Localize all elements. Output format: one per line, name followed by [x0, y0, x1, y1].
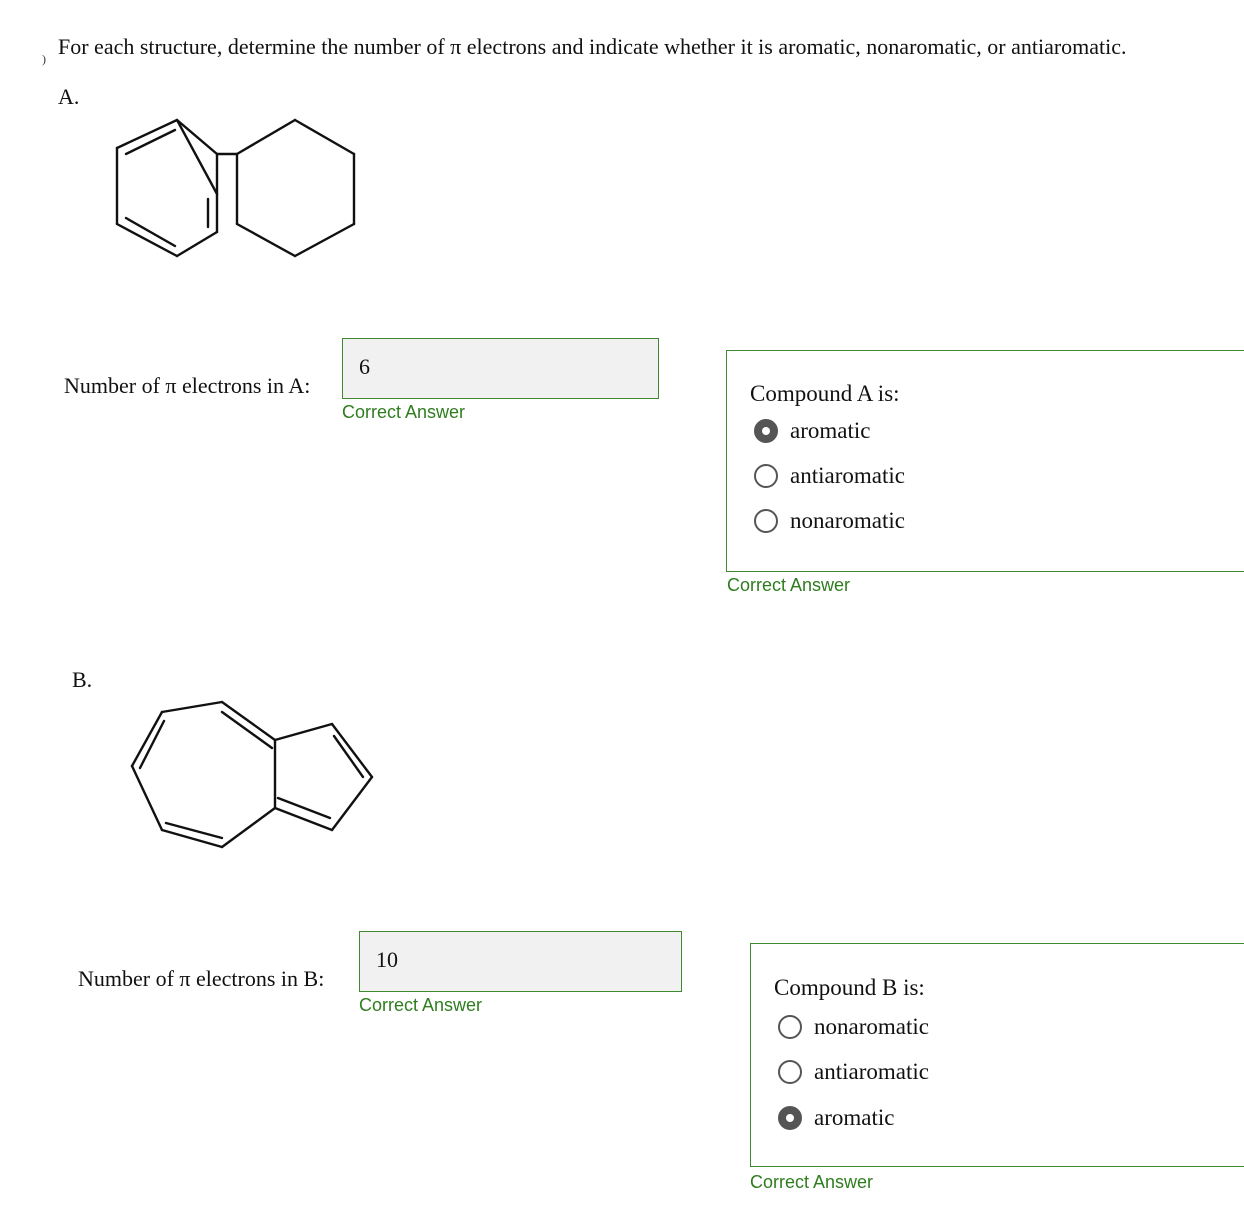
compound-a-title: Compound A is: — [750, 381, 900, 406]
option-label: nonaromatic — [814, 1014, 929, 1039]
pi-electrons-a-feedback: Correct Answer — [342, 402, 466, 422]
option-b-antiaromatic[interactable] — [778, 1059, 929, 1085]
radio-selected-icon[interactable] — [778, 1106, 802, 1130]
question-prompt: For each structure, determine the number of π electrons and indicate whether it is aromatic, nonaromatic, or antiaromatic. — [58, 34, 1127, 59]
option-a-aromatic[interactable] — [754, 418, 870, 444]
radio-unselected-icon[interactable] — [754, 509, 778, 533]
option-label: antiaromatic — [790, 463, 905, 488]
option-a-antiaromatic[interactable] — [754, 463, 905, 489]
option-a-nonaromatic[interactable] — [754, 508, 905, 534]
compound-a-feedback: Correct Answer — [727, 575, 851, 595]
pi-electrons-a-input[interactable]: 6 — [342, 338, 659, 399]
option-b-aromatic[interactable] — [778, 1105, 894, 1131]
radio-selected-icon[interactable] — [754, 419, 778, 443]
option-b-nonaromatic[interactable] — [778, 1014, 929, 1040]
pi-electrons-a-label: Number of π electrons in A: — [64, 373, 311, 398]
radio-unselected-icon[interactable] — [754, 464, 778, 488]
radio-unselected-icon[interactable] — [778, 1060, 802, 1084]
compound-b-choice-box — [750, 943, 1244, 1167]
pi-electrons-b-label: Number of π electrons in B: — [78, 966, 325, 991]
compound-b-title: Compound B is: — [774, 975, 925, 1000]
azulene-structure-icon — [120, 690, 390, 860]
part-b-label: B. — [72, 667, 93, 692]
compound-b-feedback: Correct Answer — [750, 1172, 874, 1192]
option-label: aromatic — [814, 1105, 895, 1130]
pi-electrons-b-feedback: Correct Answer — [359, 995, 483, 1015]
pi-electrons-b-input[interactable]: 10 — [359, 931, 682, 992]
option-label: antiaromatic — [814, 1059, 929, 1084]
tetralin-structure-icon — [100, 108, 370, 268]
option-label: aromatic — [790, 418, 871, 443]
part-a-label: A. — [58, 84, 80, 109]
collapse-marker: ) — [42, 52, 46, 66]
radio-unselected-icon[interactable] — [778, 1015, 802, 1039]
compound-a-choice-box — [726, 350, 1244, 572]
option-label: nonaromatic — [790, 508, 905, 533]
